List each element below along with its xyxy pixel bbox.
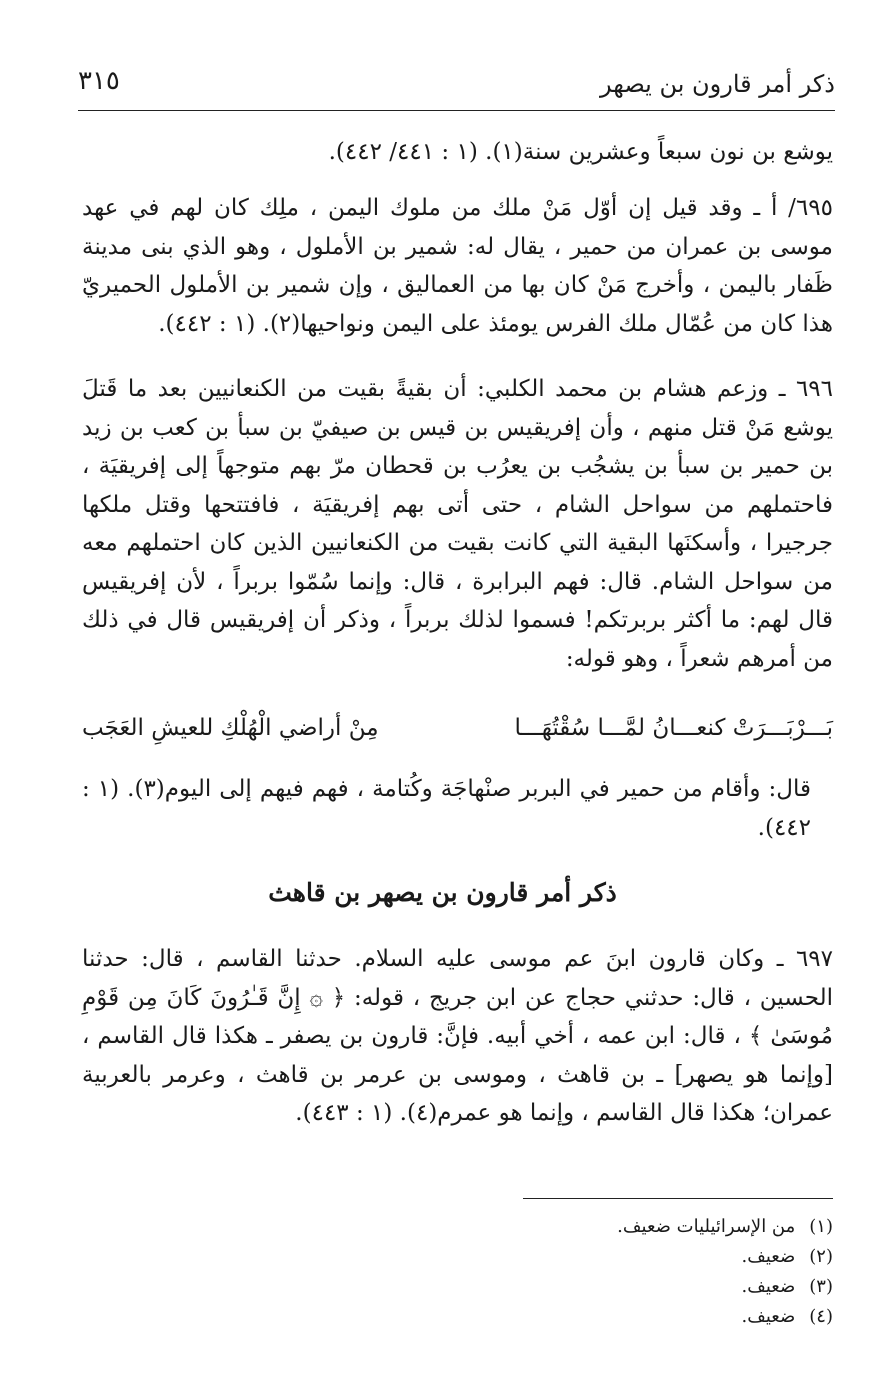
paragraph-696: ٦٩٦ ـ وزعم هشام بن محمد الكلبي: أن بقيةً بقيت من الكنعانيين بعد ما قَتلَ يوشع مَنْ قتل منهم ، وأن إفريقيس بن قيس بن صيفيّ بن سبأ بن كعب بن زيد بن حمير بن سبأ بن يشجُب بن يعرُب بن قحطان مرّ بهم متوجهاً إلى إفريقيَة ، فاحتملهم من سواحل الشام ، حتى أتى بهم إفريقيَة ، فافتتحها وقتل ملكها جرجيرا ، وأسكنَها البقية التي كانت بقيت من الكنعانيين الذين كان احتملهم معه من سواحل الشام. قال: فهم البرابرة ، قال: وإنما سُمّوا بربراً ، لأن إفريقيس قال لهم: ما أكثر بربرتكم! فسموا لذلك بربراً ، وذكر أن إفريقيس قال في ذلك من أمرهم شعراً ، وهو قوله: xyxy=(82,376,833,672)
section-heading: ذكر أمر قارون بن يصهر بن قاهث xyxy=(268,878,617,907)
paragraph-697: ٦٩٧ ـ وكان قارون ابنَ عم موسى عليه السلام. حدثنا القاسم ، قال: حدثنا الحسين ، قال: حدثني حجاج عن ابن جريج ، قوله: ﴿ ۞ إِنَّ قَـٰرُونَ كَانَ مِن قَوْمِ مُوسَىٰ ﴾ ، قال: ابن عمه ، أخي أبيه. فإنَّ: قارون بن يصفر ـ هكذا قال القاسم ، [وإنما هو يصهر] ـ بن قاهث ، وموسى بن عرمر بن قاهث ، وعرمر بالعربية عمران؛ هكذا قال القاسم ، وإنما هو عمرم(٤). (١ : ٤٤٣). xyxy=(82,946,833,1126)
footnote-item xyxy=(617,1242,833,1272)
footnote-item xyxy=(617,1212,833,1242)
footnote-divider xyxy=(523,1198,833,1199)
footnote-number: (٣) xyxy=(809,1276,833,1297)
footnote-item xyxy=(617,1302,833,1332)
page-header xyxy=(78,62,835,110)
verse-first-hemistich: بَـــرْبَـــرَتْ كنعـــانُ لمَّـــا سُقْتُهَـــا xyxy=(514,715,833,741)
paragraph-continuation: يوشع بن نون سبعاً وعشرين سنة(١). (١ : ٤٤١/ ٤٤٢). xyxy=(328,139,833,165)
page-number: ٣١٥ xyxy=(78,66,120,96)
footnote-number: (٤) xyxy=(809,1306,833,1327)
footnote-text: ضعيف. xyxy=(741,1306,796,1327)
footnote-number: (٢) xyxy=(809,1246,833,1267)
footnote-item xyxy=(617,1272,833,1302)
running-title: ذكر أمر قارون بن يصهر xyxy=(600,70,835,98)
poem-verse xyxy=(82,715,833,755)
header-divider xyxy=(78,110,835,111)
footnote-text: ضعيف. xyxy=(741,1276,796,1297)
footnote-text: من الإسرائيليات ضعيف. xyxy=(617,1216,796,1237)
text-block-2 xyxy=(82,189,833,343)
text-block-4 xyxy=(82,770,833,847)
text-block-1 xyxy=(82,133,833,172)
footnote-text: ضعيف. xyxy=(741,1246,796,1267)
footnote-number: (١) xyxy=(809,1216,833,1237)
text-block-5 xyxy=(82,940,833,1133)
verse-second-hemistich: مِنْ أراضي الْهُلْكِ للعيشِ العَجَب xyxy=(82,715,379,741)
paragraph-695a: ٦٩٥/ أ ـ وقد قيل إن أوّل مَنْ ملك من ملوك اليمن ، ملِك كان لهم في عهد موسى بن عمران من حمير ، يقال له: شمير بن الأملول ، وهو الذي بنى مدينة ظَفار باليمن ، وأخرج مَنْ كان بها من العماليق ، وإن شمير بن الأملول الحميريّ هذا كان من عُمّال ملك الفرس يومئذ على اليمن ونواحيها(٢). (١ : ٤٤٢). xyxy=(82,195,833,337)
text-block-3 xyxy=(82,370,833,678)
footnotes xyxy=(617,1212,833,1332)
paragraph-696-end: قال: وأقام من حمير في البربر صنْهاجَة وكُتامة ، فهم فيهم إلى اليوم(٣). (١ : ٤٤٢). xyxy=(82,776,812,841)
